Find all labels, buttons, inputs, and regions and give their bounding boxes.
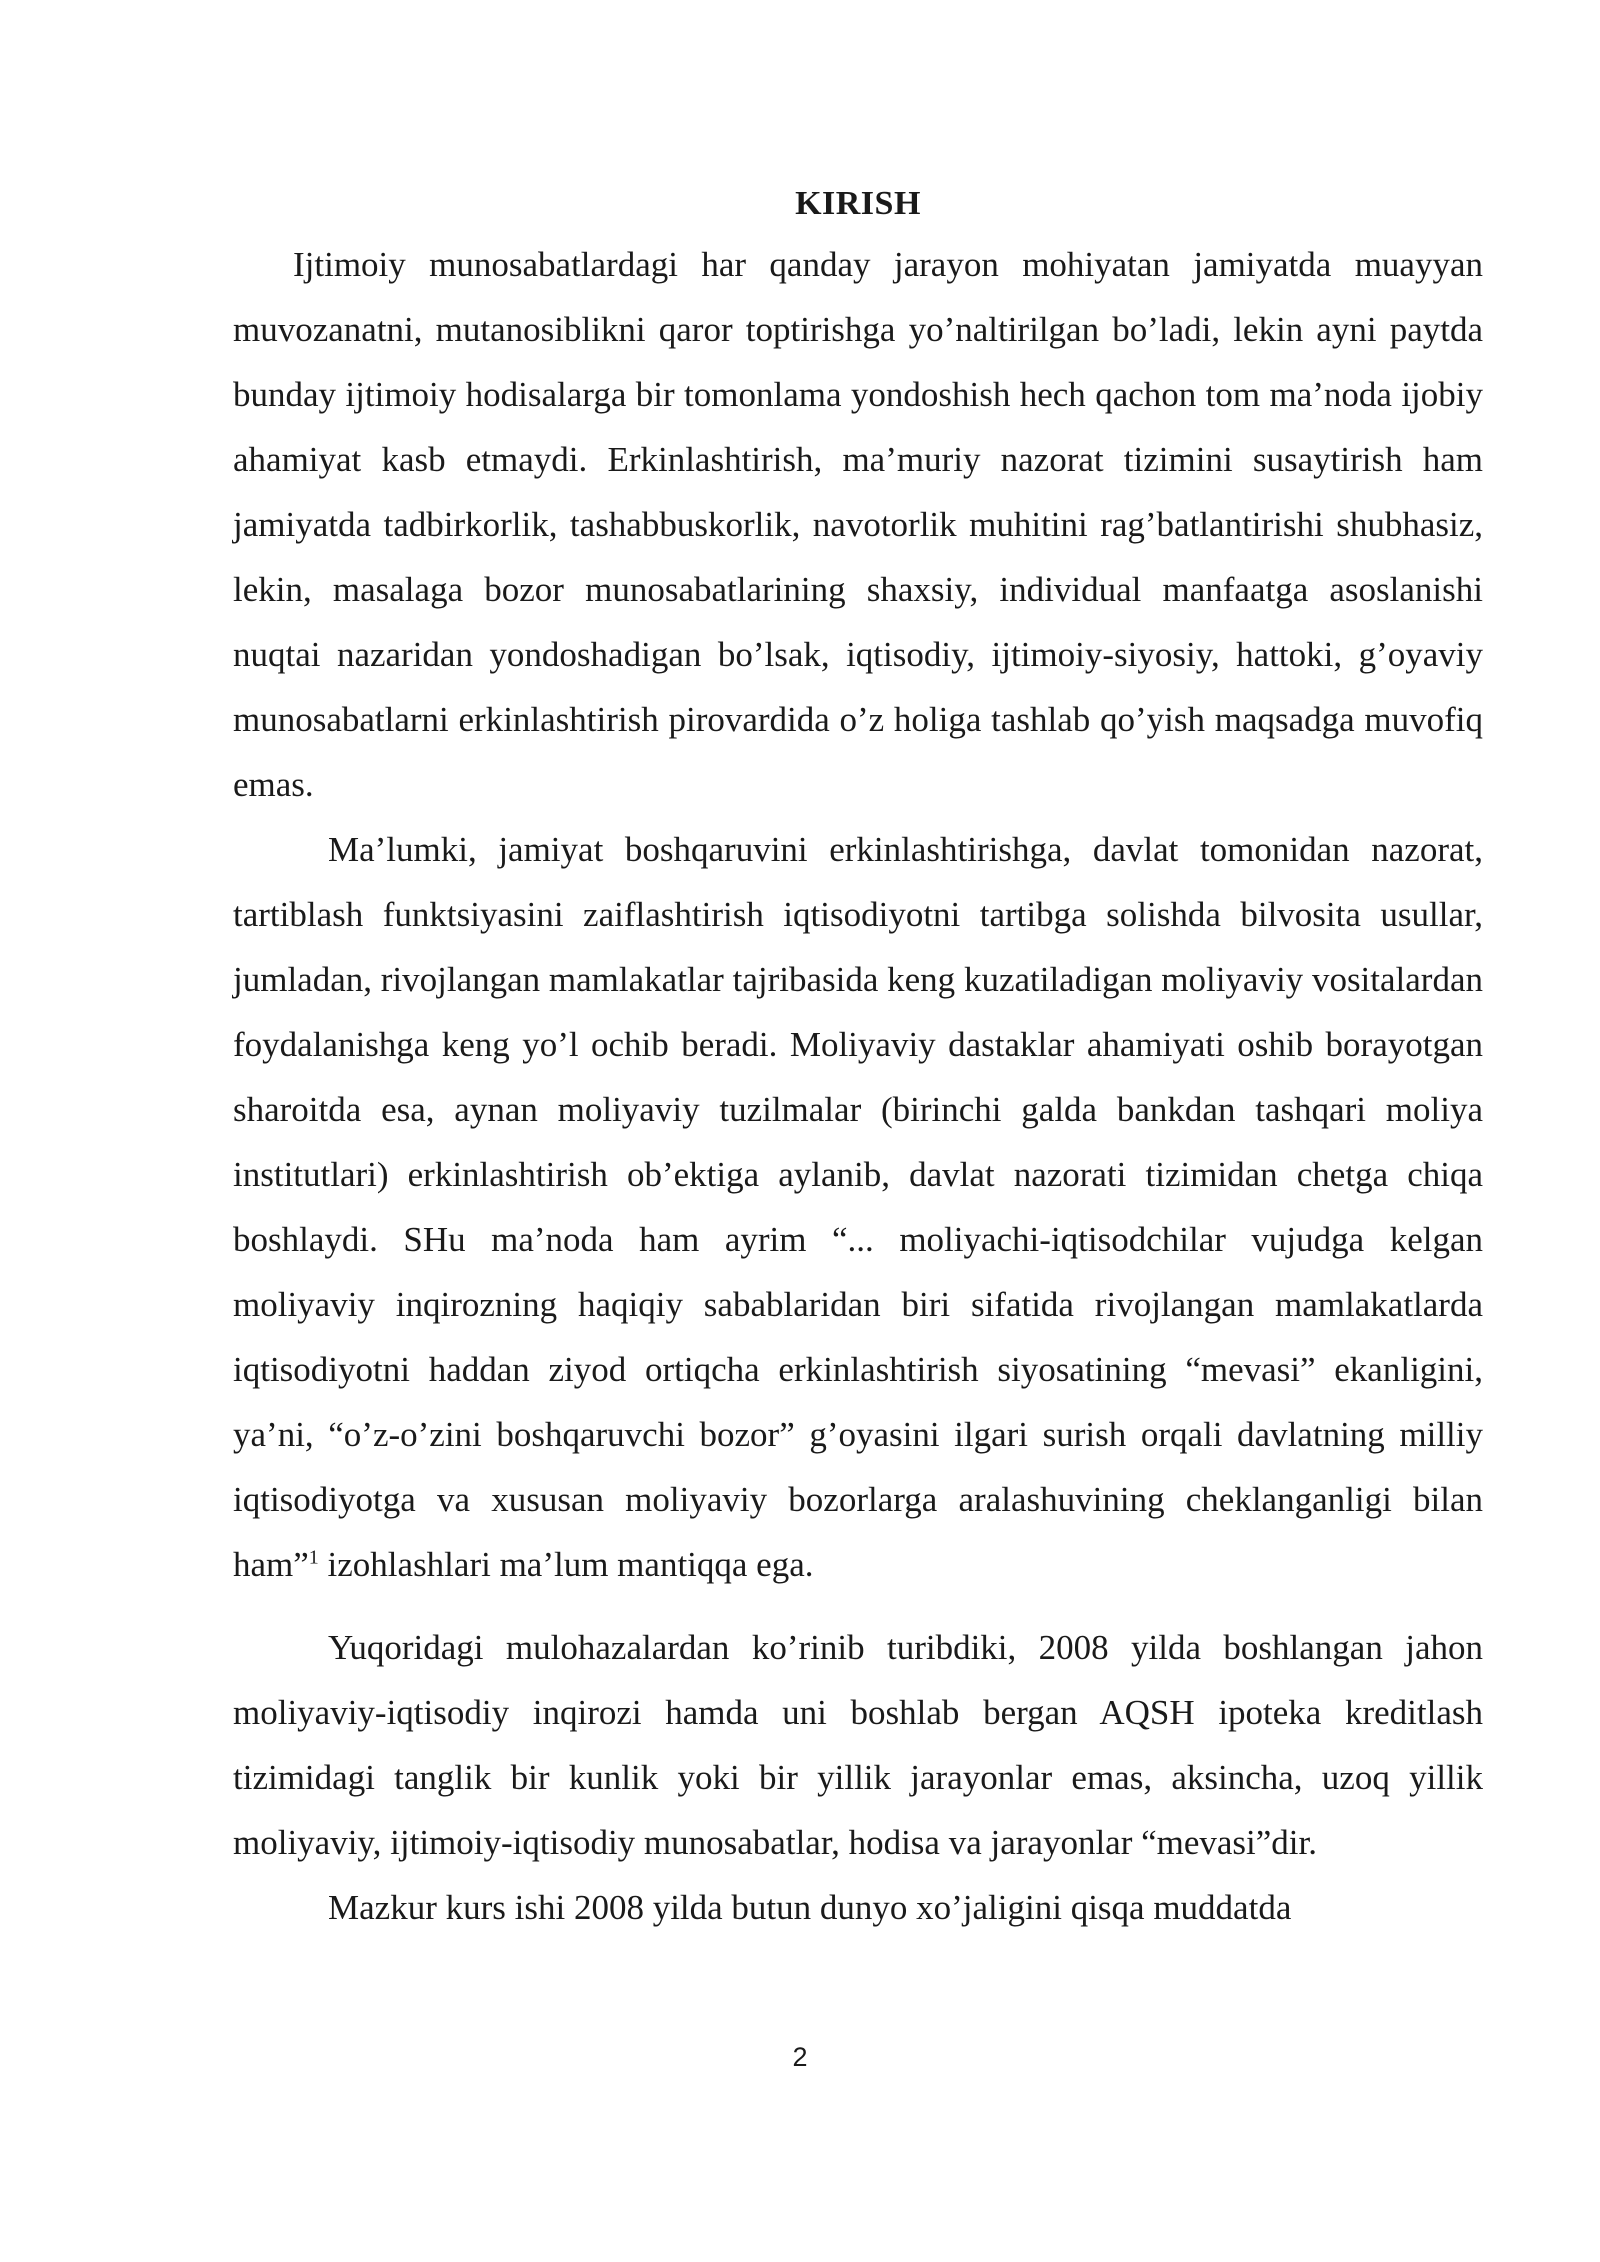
paragraph-2-text: Ma’lumki, jamiyat boshqaruvini erkinlashtirishga, davlat tomonidan nazorat, tartiblash funktsiyasini zaiflashtirish iqtisodiyotni tartibga solishda bilvosita usullar, jumladan, rivojlangan mamlakatlar tajribasida keng kuzatiladigan moliyaviy vositalardan foydalanishga keng yo’l ochib beradi. Moliyaviy dastaklar ahamiyati oshib borayotgan sharoitda esa, aynan moliyaviy tuzilmalar (birinchi galda bankdan tashqari moliya institutlari) erkinlashtirish ob’ektiga aylanib, davlat nazorati tizimidan chetga chiqa boshlaydi. SHu ma’noda ham ayrim “... moliyachi-iqtisodchilar vujudga kelgan moliyaviy inqirozning haqiqiy sabablaridan biri sifatida rivojlangan mamlakatlarda iqtisodiyotni haddan ziyod ortiqcha erkinlashtirish siyosatining “mevasi” ekanligini, ya’ni, “o’z-o’zini boshqaruvchi bozor” g’oyasini ilgari surish orqali davlatning milliy iqtisodiyotga va xususan moliyaviy bozorlarga aralashuvining cheklanganligi bilan ham”: [233, 830, 1483, 1584]
section-title: KIRISH: [795, 185, 921, 222]
page-content: [233, 176, 1483, 1940]
footnote-marker[interactable]: 1: [308, 1546, 319, 1569]
paragraph-2-tail: izohlashlari ma’lum mantiqqa ega.: [318, 1545, 814, 1584]
paragraph-3: Yuqoridagi mulohazalardan ko’rinib turibdiki, 2008 yilda boshlangan jahon moliyaviy-iqtisodiy inqirozi hamda uni boshlab bergan AQSH ipoteka kreditlash tizimidagi tanglik bir kunlik yoki bir yillik jarayonlar emas, aksincha, uzoq yillik moliyaviy, ijtimoiy-iqtisodiy munosabatlar, hodisa va jarayonlar “mevasi”dir.: [233, 1628, 1483, 1862]
paragraph-4: Mazkur kurs ishi 2008 yilda butun dunyo xo’jaligini qisqa muddatda: [328, 1888, 1292, 1927]
page-number: 2: [792, 2042, 808, 2072]
paragraph-1: Ijtimoiy munosabatlardagi har qanday jarayon mohiyatan jamiyatda muayyan muvozanatni, mutanosiblikni qaror toptirishga yo’naltirilgan bo’ladi, lekin ayni paytda bunday ijtimoiy hodisalarga bir tomonlama yondoshish hech qachon tom ma’noda ijobiy ahamiyat kasb etmaydi. Erkinlashtirish, ma’muriy nazorat tizimini susaytirish ham jamiyatda tadbirkorlik, tashabbuskorlik, navotorlik muhitini rag’batlantirishi shubhasiz, lekin, masalaga bozor munosabatlarining shaxsiy, individual manfaatga asoslanishi nuqtai nazaridan yondoshadigan bo’lsak, iqtisodiy, ijtimoiy-siyosiy, hattoki, g’oyaviy munosabatlarni erkinlashtirish pirovardida o’z holiga tashlab qo’yish maqsadga muvofiq emas.: [233, 245, 1483, 804]
paragraph-2: [233, 817, 1483, 1597]
